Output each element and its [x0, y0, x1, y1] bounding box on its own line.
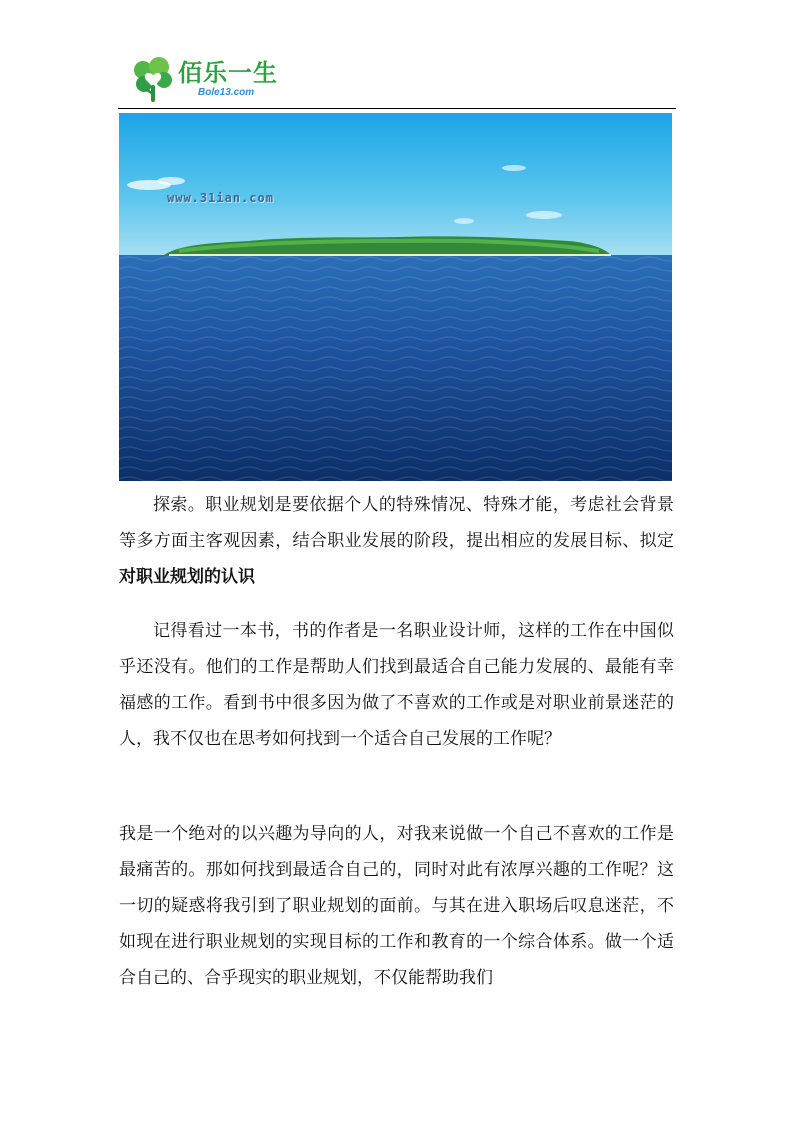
photo-watermark: www.31ian.com	[167, 191, 274, 205]
tree-heart-logo-icon	[132, 56, 174, 102]
logo-domain: Bole13.com	[198, 87, 255, 98]
site-logo[interactable]	[132, 56, 278, 102]
page-header	[118, 52, 676, 108]
header-divider	[118, 108, 676, 109]
paragraph-3: 我是一个绝对的以兴趣为导向的人，对我来说做一个自己不喜欢的工作是最痛苦的。那如何找到最适合自己的，同时对此有浓厚兴趣的工作呢？这一切的疑惑将我引到了职业规划的面前。与其在进入职场后叹息迷茫，不如现在进行职业规划的实现目标的工作和教育的一个综合体系。做一个适合自己的、合乎现实的职业规划，不仅能帮助我们	[119, 824, 674, 988]
paragraph-1	[119, 487, 674, 595]
island-ocean-photo	[119, 113, 672, 481]
logo-brand-name: 佰乐一生	[178, 59, 278, 87]
paragraph-2: 记得看过一本书，书的作者是一名职业设计师，这样的工作在中国似乎还没有。他们的工作是帮助人们找到最适合自己能力发展的、最能有幸福感的工作。看到书中很多因为做了不喜欢的工作或是对职业前景迷茫的人，我不仅也在思考如何找到一个适合自己发展的工作呢？	[119, 621, 674, 749]
paragraph-1-text: 探索。职业规划是要依据个人的特殊情况、特殊才能，考虑社会背景等多方面主客观因素，结合职业发展的阶段，提出相应的发展目标、拟定	[119, 495, 674, 551]
photo-illustration	[119, 113, 672, 481]
paragraph-1-bold-phrase: 对职业规划的认识	[119, 567, 255, 587]
